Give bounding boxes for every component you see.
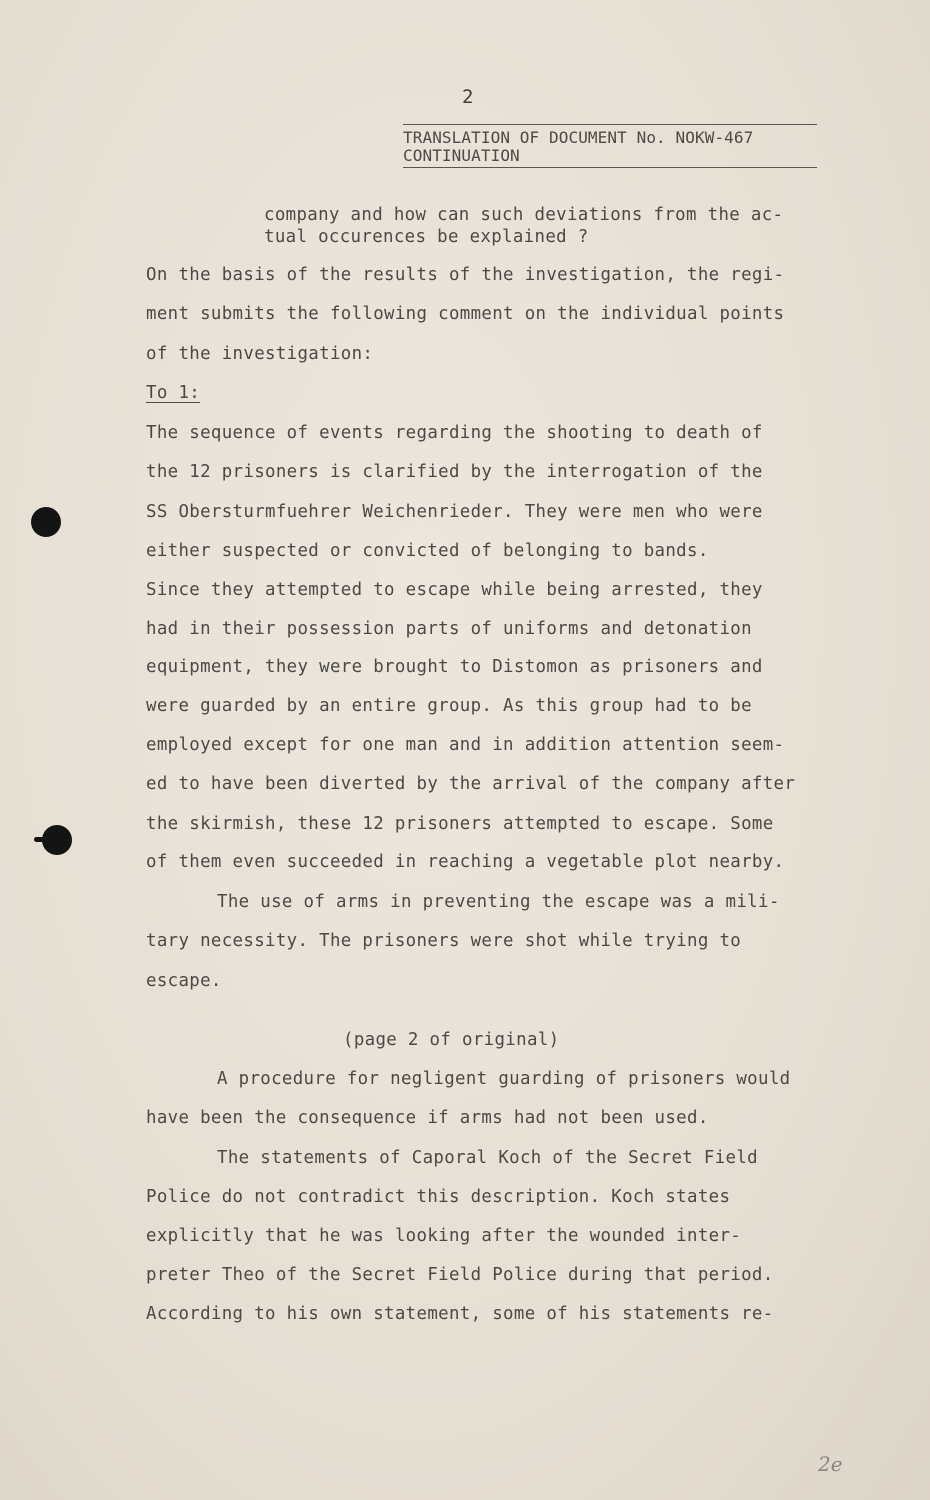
punch-hole — [31, 507, 61, 537]
text-line: had in their possession parts of uniforms and detonation — [146, 619, 752, 639]
page-number: 2 — [462, 86, 474, 108]
header-subtitle: CONTINUATION — [403, 147, 817, 168]
original-page-marker: (page 2 of original) — [343, 1030, 560, 1050]
text-line: tual occurences be explained ? — [264, 227, 589, 247]
section-heading: To 1: — [146, 383, 201, 403]
text-line: tary necessity. The prisoners were shot while trying to — [146, 931, 742, 951]
text-line: ment submits the following comment on the individual points — [146, 304, 785, 324]
text-line: The use of arms in preventing the escape was a mili- — [217, 892, 780, 912]
text-line: escape. — [146, 971, 222, 991]
text-line: Since they attempted to escape while being arrested, they — [146, 580, 763, 600]
text-line: SS Obersturmfuehrer Weichenrieder. They were men who were — [146, 502, 763, 522]
text-line: were guarded by an entire group. As this group had to be — [146, 696, 752, 716]
text-line: explicitly that he was looking after the wounded inter- — [146, 1226, 742, 1246]
punch-hole — [42, 825, 72, 855]
text-line: the 12 prisoners is clarified by the interrogation of the — [146, 462, 763, 482]
text-line: A procedure for negligent guarding of prisoners would — [217, 1069, 791, 1089]
document-header — [403, 124, 817, 168]
text-line: of them even succeeded in reaching a vegetable plot nearby. — [146, 852, 785, 872]
text-line: According to his own statement, some of his statements re- — [146, 1304, 774, 1324]
text-line: the skirmish, these 12 prisoners attempted to escape. Some — [146, 814, 774, 834]
text-line: ed to have been diverted by the arrival of the company after — [146, 774, 796, 794]
header-title: TRANSLATION OF DOCUMENT No. NOKW-467 — [403, 128, 754, 147]
text-line: either suspected or convicted of belonging to bands. — [146, 541, 709, 561]
text-line: employed except for one man and in addition attention seem- — [146, 735, 785, 755]
text-line: of the investigation: — [146, 344, 374, 364]
text-line: Police do not contradict this description. Koch states — [146, 1187, 731, 1207]
text-line: preter Theo of the Secret Field Police during that period. — [146, 1265, 774, 1285]
text-line: equipment, they were brought to Distomon as prisoners and — [146, 657, 763, 677]
text-line: have been the consequence if arms had not been used. — [146, 1108, 709, 1128]
handwritten-page-mark: 2e — [818, 1452, 843, 1476]
text-line: company and how can such deviations from the ac- — [264, 205, 784, 225]
text-line: On the basis of the results of the investigation, the regi- — [146, 265, 785, 285]
text-line: The sequence of events regarding the shooting to death of — [146, 423, 763, 443]
text-line: The statements of Caporal Koch of the Secret Field — [217, 1148, 759, 1168]
